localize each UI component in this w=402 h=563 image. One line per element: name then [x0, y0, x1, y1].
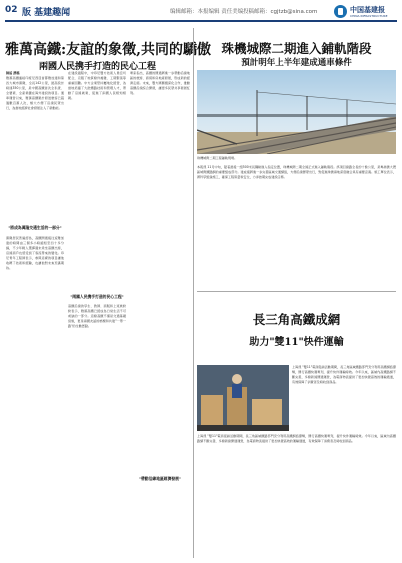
column-divider	[193, 28, 194, 558]
article-left-col1b-text: 萬隆居民普遍認為，高鐵開通後往返雅加達的時間由三個多小時縮短至四十多分鐘，不少年輕人選擇週末乘坐高鐵出遊，沿線商戶也感受到了客流帶來的變化。印尼青年工程師表示，參與這樣的項目讓他收穫了技術和經驗，也讓他對未來充滿期待。	[6, 236, 64, 270]
article-right2-body-text-a: 上海訊 "雙11"電商促銷活動期間，長三角區域鐵路部門充分利用高鐵網絡優勢，開行高鐵快運專列，提升快件運輸時效。今年以來，區域內高鐵路網不斷完善，多條新線開通運營，為電商物流提供了更加快捷高效的運輸通道，有效保障了消費者及時收到商品。	[292, 365, 396, 384]
article-right2-subtitle: 助力"雙11"快件運輸	[249, 337, 344, 348]
article-left-title: 雅萬高鐵:友誼的象徵,共同的驕傲	[5, 42, 212, 58]
masthead-logo	[334, 3, 394, 19]
article-left-col2b	[68, 304, 126, 554]
article-divider	[197, 291, 396, 292]
article-left-col3-text: 專家指出，高鐵的開通將進一步帶動沿線地區的旅遊、商貿和房地產發展，形成新的經濟走廊。未來，雙方將繼續深化合作，推動高鐵沿線綜合開發，讓更多民眾共享發展紅利。	[130, 71, 190, 95]
article-right2-body	[197, 434, 396, 552]
logistics-illustration	[197, 365, 289, 431]
article-right1-title: 珠機城際二期進入鋪軌階段	[221, 41, 372, 56]
header-rule	[5, 20, 397, 22]
article-left-subhead3: "帶動沿線地區經濟發展"	[139, 476, 181, 481]
article-left-subhead1: "將成為萬隆交通生活的一部分"	[8, 225, 62, 230]
contact-email: 投稿邮箱：cgjtzb@sina.com	[243, 9, 318, 15]
railway-track-illustration	[197, 70, 396, 154]
page-number: 02	[5, 5, 18, 15]
article-right2-body-text-b: 上海訊 "雙11"電商促銷活動期間，長三角區域鐵路部門充分利用高鐵網絡優勢，開行高鐵快運專列，提升快件運輸時效。今年以來，區域內高鐵路網不斷完善，多條新線開通運營，為電商物流提供了更加快捷高效的運輸通道，有效保障了消費者及時收到商品。	[197, 434, 396, 443]
article-right1-body	[197, 165, 396, 285]
article-left-col2	[68, 71, 126, 291]
article-right1-subtitle: 預計明年上半年建成通車條件	[241, 58, 352, 68]
logo-name: 中国基建报	[350, 6, 385, 14]
article-right2-title: 長三角高鐵成網	[252, 312, 341, 327]
article-right1-body-text: 本報訊 11月中旬，隨着最後一組500米長鋼軌進入指定位置，珠機城際二期全線正式進入鋪軌階段。該項目線路全長約十餘公里，是粵港澳大灣區城際鐵路網的重要組成部分。建成後將進一步完善區域交通網絡，方便沿線群眾出行，對促進珠澳兩地深度融合具有重要意義。施工單位表示，將科學組織施工，確保工程質量和安全，力爭按期完成建設任務。	[197, 165, 396, 179]
logistics-photo	[197, 365, 289, 431]
article-left-col2-text: 在建設過程中，中印尼雙方技術人員密切配合，克服了地質條件複雜、工期緊張等重重困難。中方企業堅持屬地化經營，為當地培養了大批鐵路技術和管理人才，帶動了沿線就業，促進了兩國人民相知相親。	[68, 71, 126, 100]
railway-photo-caption: 珠機城際二期工程鋪軌現場。	[197, 156, 238, 160]
article-left-col3	[130, 71, 190, 471]
logo-en: CHINA INFRASTRUCTURE	[350, 14, 388, 18]
article-left-col1-text: 雅萬高鐵連接印度尼西亞首都雅加達和第四大城市萬隆，全長142公里，最高設計時速350公里，是中國高鐵首次全系統、全要素、全產業鏈在海外建設的項目。通車運營以來，雅萬高鐵累計發送旅客已超過數百萬人次，極大方便了沿線民眾出行，為當地經濟社會發展注入了新動能。	[6, 76, 64, 110]
logo-mark-icon	[334, 5, 347, 18]
page-header	[0, 0, 402, 24]
article-right2-body-left	[292, 365, 396, 431]
article-left-subtitle: 兩國人民携手打造的民心工程	[38, 62, 156, 72]
editor-info: 编辑邮箱：本报编辑 责任美编	[170, 9, 244, 15]
article-left-col2b-text: 高鐵沿線的學生、教師、商販和上班族紛紛表示，雅萬高鐵已經成為日常生活不可或缺的一部分。這條高鐵不僅是交通基礎設施，更是兩國友誼的橋樑和共建"一帶一路"的生動實踐。	[68, 304, 126, 328]
article-left-col1b	[6, 236, 64, 553]
article-left-byline: 陳娟 撰稿	[6, 71, 20, 75]
section-name: 版 基建趣闻	[22, 8, 71, 18]
article-left-subhead2: "兩國人民携手打造的民心工程"	[70, 294, 124, 299]
railway-photo	[197, 70, 396, 154]
